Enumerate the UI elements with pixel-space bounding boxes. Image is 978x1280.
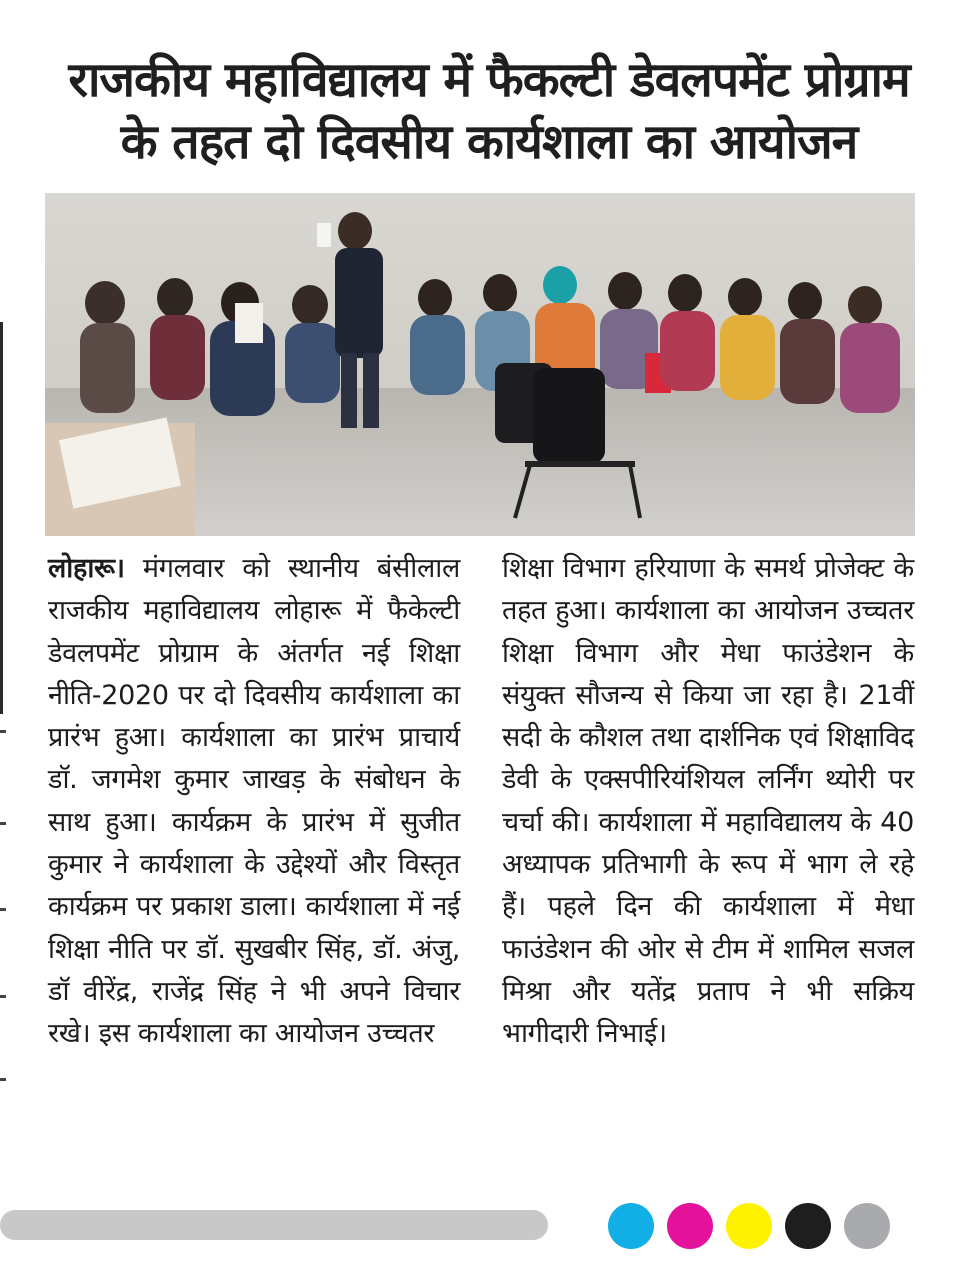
article-text-left: मंगलवार को स्थानीय बंसीलाल राजकीय महाविद्यालय लोहारू में फैकेल्टी डेवलपमेंट प्रोग्राम के अंतर्गत नई शिक्षा नीति-2020 पर दो दिवसीय कार्यशाला का प्रारंभ हुआ। कार्यशाला का प्रारंभ प्राचार्य डॉ. जगमेश कुमार जाखड़ के संबोधन के साथ हुआ। कार्यक्रम के प्रारंभ में सुजीत कुमार ने कार्यशाला के उद्देश्यों और विस्तृत कार्यक्रम पर प्रकाश डाला। कार्यशाला में नई शिक्षा नीति पर डॉ. सुखबीर सिंह, डॉ. अंजु, डॉ वीरेंद्र, राजेंद्र सिंह ने भी अपने विचार रखे। इस कार्यशाला का आयोजन उच्चतर bbox=[48, 553, 460, 1050]
headline bbox=[30, 49, 948, 173]
workshop-photo-illustration bbox=[45, 193, 915, 536]
article-text-right: शिक्षा विभाग हरियाणा के समर्थ प्रोजेक्ट के तहत हुआ। कार्यशाला का आयोजन उच्चतर शिक्षा विभाग और मेधा फाउंडेशन के संयुक्त सौजन्य से किया जा रहा है। 21वीं सदी के कौशल तथा दार्शनिक एवं शिक्षाविद डेवी के एक्सपीरियंशियल लर्निंग थ्योरी पर चर्चा की। कार्यशाला में महाविद्यालय के 40 अध्यापक प्रतिभागी के रूप में भाग ले रहे हैं। पहले दिन की कार्यशाला में मेधा फाउंडेशन की ओर से टीम में शामिल सजल मिश्रा और यतेंद्र प्रताप ने भी सक्रिय भागीदारी निभाई। bbox=[502, 553, 914, 1050]
margin-tick bbox=[0, 822, 6, 825]
article-column-left bbox=[48, 548, 460, 1056]
black-dot bbox=[785, 1203, 831, 1249]
cyan-dot bbox=[608, 1203, 654, 1249]
color-registration-marks bbox=[608, 1203, 890, 1249]
margin-tick bbox=[0, 908, 6, 911]
margin-tick bbox=[0, 730, 6, 733]
news-photo bbox=[45, 193, 915, 536]
headline-line-2: के तहत दो दिवसीय कार्यशाला का आयोजन bbox=[120, 114, 858, 171]
margin-tick bbox=[0, 995, 6, 998]
margin-tick bbox=[0, 1078, 6, 1081]
gray-dot bbox=[844, 1203, 890, 1249]
magenta-dot bbox=[667, 1203, 713, 1249]
dateline: लोहारू। bbox=[48, 553, 125, 584]
headline-line-1: राजकीय महाविद्यालय में फैकल्टी डेवलपमेंट प्रोग्राम bbox=[68, 52, 910, 109]
column-rule bbox=[0, 322, 3, 714]
yellow-dot bbox=[726, 1203, 772, 1249]
footer-bar bbox=[0, 1210, 548, 1240]
article-column-right bbox=[502, 548, 914, 1056]
